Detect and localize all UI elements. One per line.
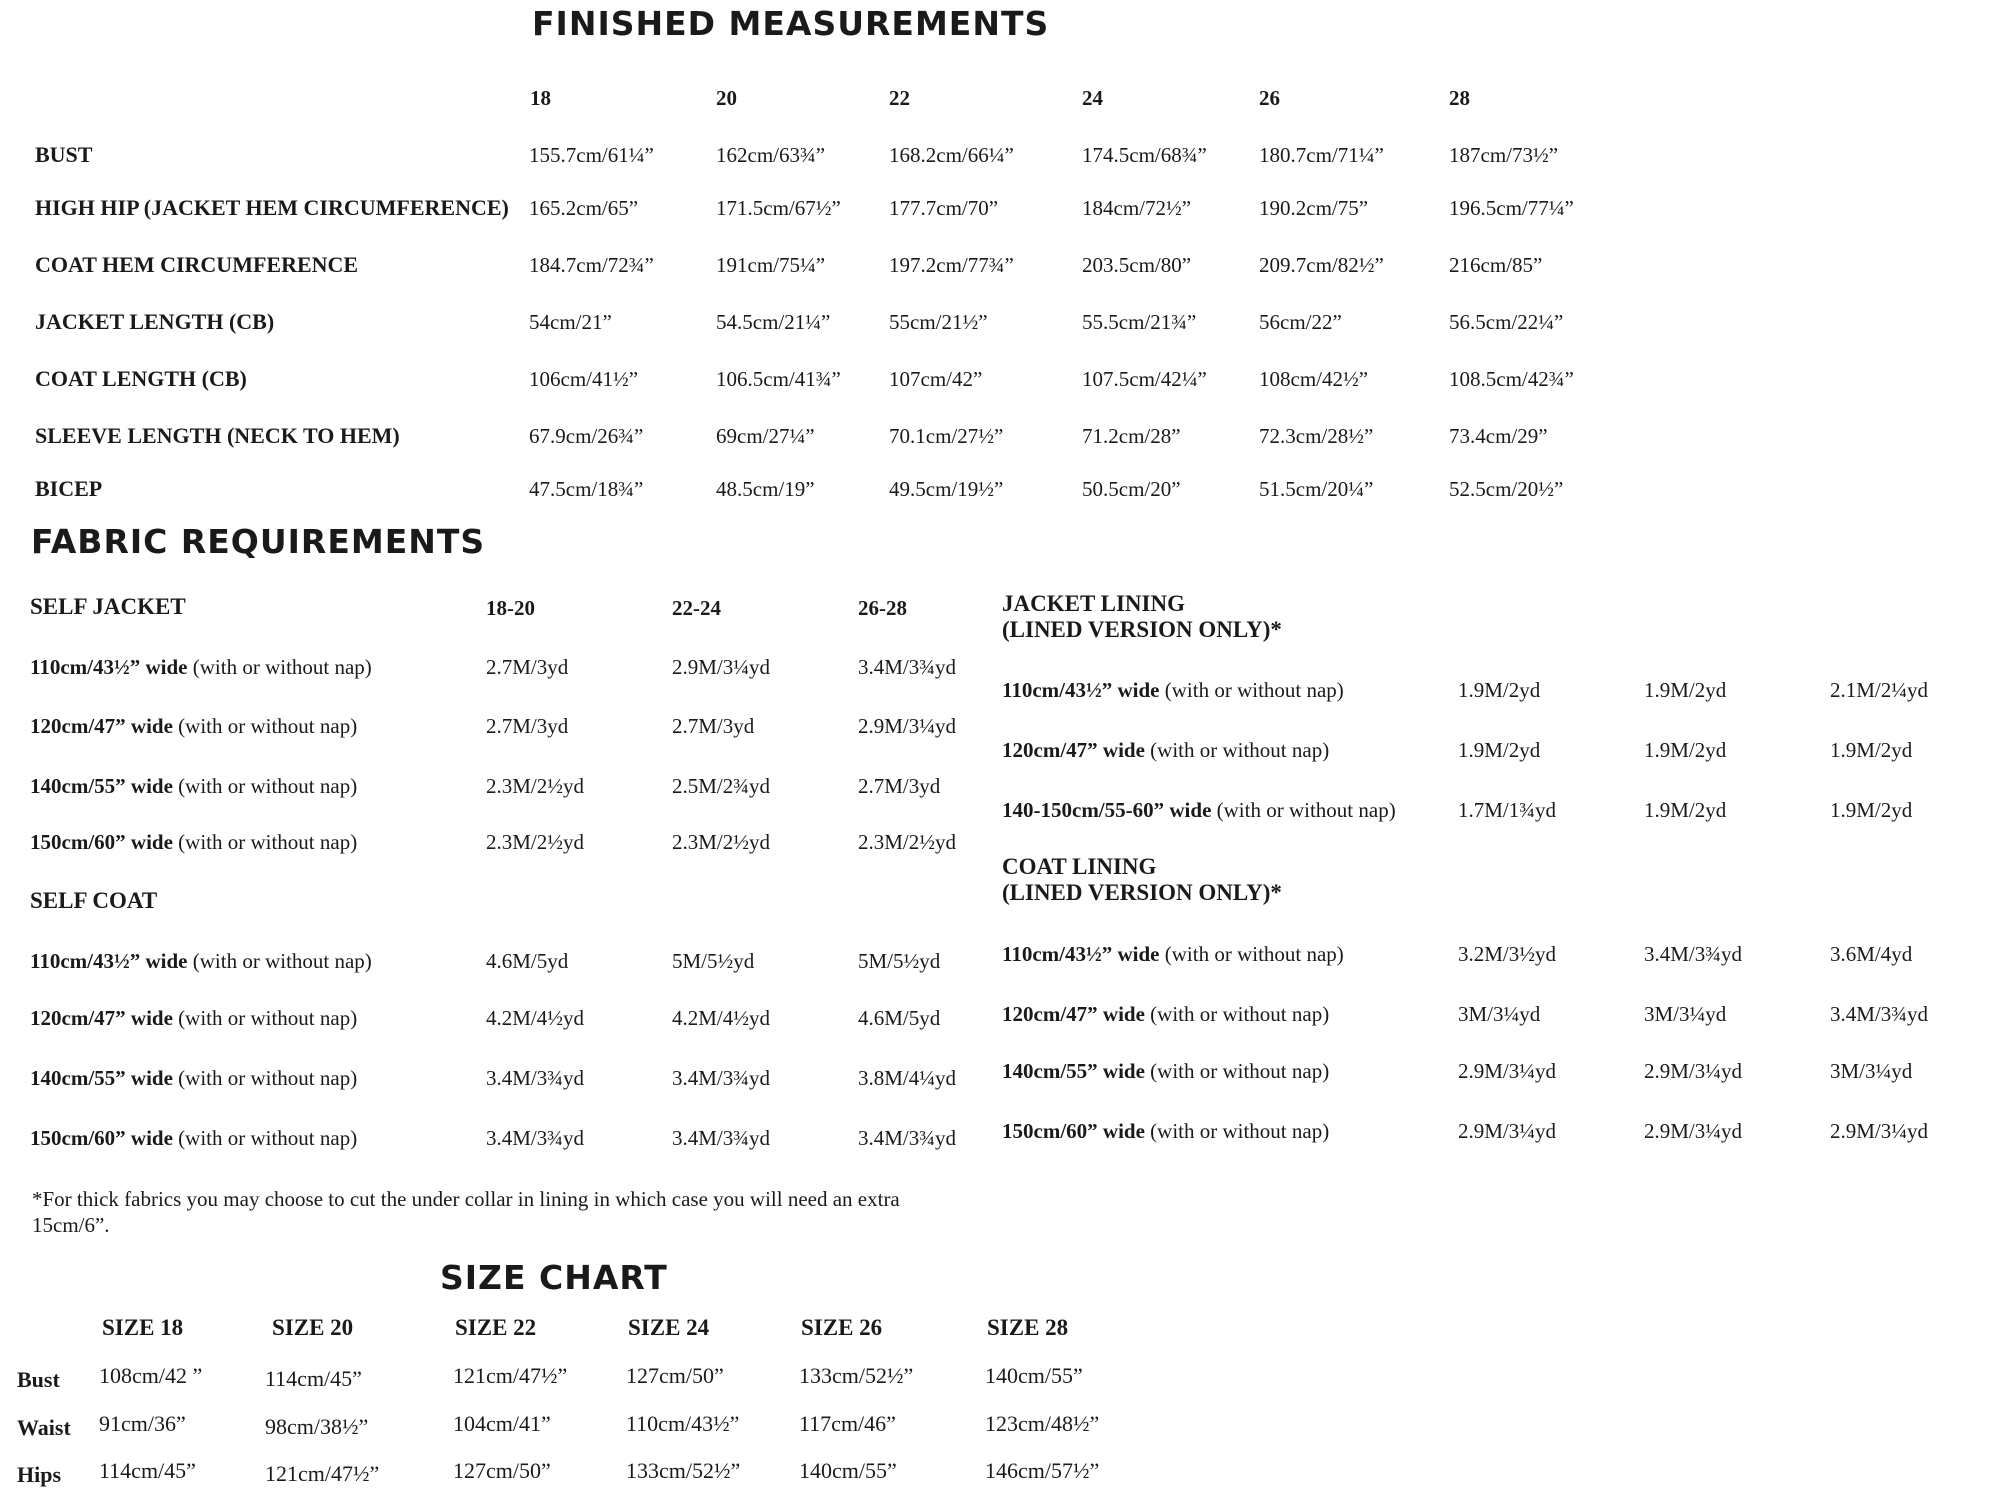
measurement-value: 203.5cm/80” — [1082, 253, 1192, 277]
size-chart-label: Bust — [17, 1367, 60, 1392]
measurement-value: 51.5cm/20¼” — [1259, 477, 1374, 501]
measurement-value: 106.5cm/41¾” — [716, 367, 841, 391]
size-chart-value: 117cm/46” — [799, 1411, 896, 1436]
measurement-value: 177.7cm/70” — [889, 196, 999, 220]
fabric-amount: 3.4M/3¾yd — [1830, 1002, 1929, 1026]
size-chart-value: 114cm/45” — [265, 1366, 362, 1391]
measurement-value: 47.5cm/18¾” — [529, 477, 644, 501]
fabric-width-label: 140-150cm/55-60” wide (with or without nap) — [1002, 798, 1396, 822]
measurement-value: 190.2cm/75” — [1259, 196, 1369, 220]
fabric-width-label: 140cm/55” wide (with or without nap) — [1002, 1059, 1330, 1083]
size-range-header: 26-28 — [858, 596, 907, 620]
fabric-amount: 2.7M/3yd — [486, 714, 569, 738]
fabric-amount: 3.6M/4yd — [1830, 942, 1913, 966]
fabric-amount: 4.2M/4½yd — [672, 1006, 771, 1030]
footnote-line: *For thick fabrics you may choose to cut the under collar in lining in which case you will need an extra — [32, 1187, 900, 1211]
fabric-amount: 1.9M/2yd — [1458, 678, 1541, 702]
self-jacket-title: SELF JACKET — [30, 594, 186, 619]
fabric-amount: 2.3M/2½yd — [672, 830, 771, 854]
size-chart-value: 104cm/41” — [453, 1411, 551, 1436]
measurement-value: 108cm/42½” — [1259, 367, 1369, 391]
measurement-label: BUST — [35, 142, 93, 167]
fabric-width-label: 110cm/43½” wide (with or without nap) — [1002, 942, 1344, 966]
measurement-value: 107cm/42” — [889, 367, 983, 391]
size-chart-value: 127cm/50” — [453, 1458, 551, 1483]
measurement-value: 196.5cm/77¼” — [1449, 196, 1574, 220]
measurement-value: 171.5cm/67½” — [716, 196, 841, 220]
size-chart-value: 123cm/48½” — [985, 1411, 1100, 1436]
measurement-label: BICEP — [35, 476, 103, 501]
size-chart-value: 146cm/57½” — [985, 1458, 1100, 1483]
fabric-amount: 2.3M/2½yd — [486, 830, 585, 854]
size-chart-header: SIZE 26 — [801, 1315, 883, 1340]
finished-size-header: 22 — [889, 86, 910, 110]
measurement-value: 56cm/22” — [1259, 310, 1342, 334]
size-chart-value: 98cm/38½” — [265, 1414, 369, 1439]
fabric-width-label: 110cm/43½” wide (with or without nap) — [1002, 678, 1344, 702]
size-range-header: 22-24 — [672, 596, 721, 620]
fabric-amount: 5M/5½yd — [858, 949, 941, 973]
size-chart-header: SIZE 18 — [102, 1315, 184, 1340]
measurement-label: JACKET LENGTH (CB) — [35, 309, 275, 334]
size-chart-value: 114cm/45” — [99, 1458, 196, 1483]
fabric-amount: 3M/3¼yd — [1830, 1059, 1913, 1083]
fabric-amount: 2.7M/3yd — [858, 774, 941, 798]
measurement-label: SLEEVE LENGTH (NECK TO HEM) — [35, 423, 400, 448]
fabric-requirements-title: FABRIC REQUIREMENTS — [31, 522, 486, 561]
fabric-amount: 3.4M/3¾yd — [672, 1066, 771, 1090]
measurement-value: 69cm/27¼” — [716, 424, 815, 448]
fabric-width-label: 150cm/60” wide (with or without nap) — [30, 1126, 358, 1150]
measurement-value: 187cm/73½” — [1449, 143, 1559, 167]
finished-size-header: 24 — [1082, 86, 1103, 110]
measurement-value: 56.5cm/22¼” — [1449, 310, 1564, 334]
measurement-value: 191cm/75¼” — [716, 253, 826, 277]
measurement-value: 106cm/41½” — [529, 367, 639, 391]
finished-size-header: 20 — [716, 86, 737, 110]
coat-lining-title: COAT LINING — [1002, 854, 1157, 879]
measurement-value: 162cm/63¾” — [716, 143, 826, 167]
measurement-value: 49.5cm/19½” — [889, 477, 1004, 501]
finished-size-header: 26 — [1259, 86, 1280, 110]
fabric-amount: 2.3M/2½yd — [486, 774, 585, 798]
measurement-value: 197.2cm/77¾” — [889, 253, 1014, 277]
fabric-amount: 4.2M/4½yd — [486, 1006, 585, 1030]
fabric-amount: 1.9M/2yd — [1644, 798, 1727, 822]
fabric-amount: 2.5M/2¾yd — [672, 774, 771, 798]
fabric-amount: 3.2M/3½yd — [1458, 942, 1557, 966]
fabric-amount: 2.7M/3yd — [486, 655, 569, 679]
size-chart-value: 121cm/47½” — [265, 1461, 380, 1486]
measurement-value: 54cm/21” — [529, 310, 612, 334]
measurement-value: 184cm/72½” — [1082, 196, 1192, 220]
size-chart-value: 91cm/36” — [99, 1411, 186, 1436]
size-range-header: 18-20 — [486, 596, 535, 620]
fabric-amount: 2.9M/3¼yd — [858, 714, 957, 738]
fabric-amount: 1.9M/2yd — [1644, 738, 1727, 762]
measurement-value: 50.5cm/20” — [1082, 477, 1181, 501]
measurement-value: 184.7cm/72¾” — [529, 253, 654, 277]
fabric-width-label: 110cm/43½” wide (with or without nap) — [30, 655, 372, 679]
measurement-value: 180.7cm/71¼” — [1259, 143, 1384, 167]
size-chart-value: 140cm/55” — [985, 1363, 1083, 1388]
size-chart-label: Waist — [17, 1415, 71, 1440]
measurement-value: 168.2cm/66¼” — [889, 143, 1014, 167]
fabric-amount: 2.7M/3yd — [672, 714, 755, 738]
finished-measurements-title: FINISHED MEASUREMENTS — [532, 4, 1050, 43]
fabric-amount: 2.9M/3¼yd — [1644, 1059, 1743, 1083]
size-chart-value: 133cm/52½” — [626, 1458, 741, 1483]
jacket-lining-title: JACKET LINING — [1002, 591, 1185, 616]
fabric-width-label: 120cm/47” wide (with or without nap) — [30, 714, 358, 738]
fabric-width-label: 120cm/47” wide (with or without nap) — [30, 1006, 358, 1030]
fabric-width-label: 140cm/55” wide (with or without nap) — [30, 774, 358, 798]
measurement-value: 70.1cm/27½” — [889, 424, 1004, 448]
self-coat-title: SELF COAT — [30, 888, 158, 913]
fabric-width-label: 120cm/47” wide (with or without nap) — [1002, 1002, 1330, 1026]
fabric-width-label: 110cm/43½” wide (with or without nap) — [30, 949, 372, 973]
fabric-amount: 1.9M/2yd — [1830, 798, 1913, 822]
fabric-amount: 2.9M/3¼yd — [1458, 1119, 1557, 1143]
measurement-label: COAT HEM CIRCUMFERENCE — [35, 252, 359, 277]
size-chart-title: SIZE CHART — [440, 1258, 668, 1297]
measurement-value: 174.5cm/68¾” — [1082, 143, 1207, 167]
measurement-value: 54.5cm/21¼” — [716, 310, 831, 334]
coat-lining-subtitle: (LINED VERSION ONLY)* — [1002, 880, 1282, 905]
size-chart-value: 140cm/55” — [799, 1458, 897, 1483]
fabric-amount: 3.4M/3¾yd — [486, 1066, 585, 1090]
measurement-value: 55cm/21½” — [889, 310, 988, 334]
measurement-value: 67.9cm/26¾” — [529, 424, 644, 448]
fabric-width-label: 150cm/60” wide (with or without nap) — [1002, 1119, 1330, 1143]
measurement-value: 155.7cm/61¼” — [529, 143, 654, 167]
fabric-amount: 4.6M/5yd — [858, 1006, 941, 1030]
size-chart-value: 127cm/50” — [626, 1363, 724, 1388]
fabric-amount: 5M/5½yd — [672, 949, 755, 973]
fabric-amount: 1.7M/1¾yd — [1458, 798, 1557, 822]
size-chart-header: SIZE 24 — [628, 1315, 710, 1340]
measurement-value: 52.5cm/20½” — [1449, 477, 1564, 501]
measurement-label: HIGH HIP (JACKET HEM CIRCUMFERENCE) — [35, 195, 509, 220]
size-chart-value: 110cm/43½” — [626, 1411, 740, 1436]
fabric-amount: 3.4M/3¾yd — [672, 1126, 771, 1150]
size-chart-value: 108cm/42 ” — [99, 1363, 203, 1388]
fabric-width-label: 150cm/60” wide (with or without nap) — [30, 830, 358, 854]
fabric-amount: 2.1M/2¼yd — [1830, 678, 1929, 702]
measurement-value: 55.5cm/21¾” — [1082, 310, 1197, 334]
footnote-line: 15cm/6”. — [32, 1213, 110, 1237]
fabric-amount: 2.3M/2½yd — [858, 830, 957, 854]
size-chart-header: SIZE 28 — [987, 1315, 1069, 1340]
measurement-value: 108.5cm/42¾” — [1449, 367, 1574, 391]
measurement-label: COAT LENGTH (CB) — [35, 366, 247, 391]
fabric-amount: 3.4M/3¾yd — [858, 655, 957, 679]
fabric-amount: 2.9M/3¼yd — [1458, 1059, 1557, 1083]
fabric-width-label: 120cm/47” wide (with or without nap) — [1002, 738, 1330, 762]
fabric-amount: 3.4M/3¾yd — [486, 1126, 585, 1150]
size-chart-header: SIZE 20 — [272, 1315, 354, 1340]
size-chart-value: 121cm/47½” — [453, 1363, 568, 1388]
fabric-amount: 1.9M/2yd — [1644, 678, 1727, 702]
measurement-value: 73.4cm/29” — [1449, 424, 1548, 448]
fabric-amount: 3.4M/3¾yd — [1644, 942, 1743, 966]
fabric-amount: 2.9M/3¼yd — [1644, 1119, 1743, 1143]
fabric-amount: 1.9M/2yd — [1458, 738, 1541, 762]
fabric-amount: 2.9M/3¼yd — [1830, 1119, 1929, 1143]
fabric-amount: 3.8M/4¼yd — [858, 1066, 957, 1090]
measurement-value: 48.5cm/19” — [716, 477, 815, 501]
fabric-amount: 3M/3¼yd — [1458, 1002, 1541, 1026]
fabric-amount: 4.6M/5yd — [486, 949, 569, 973]
fabric-amount: 3.4M/3¾yd — [858, 1126, 957, 1150]
measurement-value: 71.2cm/28” — [1082, 424, 1181, 448]
size-chart-header: SIZE 22 — [455, 1315, 537, 1340]
fabric-width-label: 140cm/55” wide (with or without nap) — [30, 1066, 358, 1090]
size-chart-value: 133cm/52½” — [799, 1363, 914, 1388]
fabric-amount: 1.9M/2yd — [1830, 738, 1913, 762]
size-chart-label: Hips — [17, 1462, 62, 1487]
fabric-amount: 2.9M/3¼yd — [672, 655, 771, 679]
measurement-value: 72.3cm/28½” — [1259, 424, 1374, 448]
finished-size-header: 28 — [1449, 86, 1470, 110]
fabric-amount: 3M/3¼yd — [1644, 1002, 1727, 1026]
finished-size-header: 18 — [530, 86, 551, 110]
measurement-value: 216cm/85” — [1449, 253, 1543, 277]
measurement-value: 107.5cm/42¼” — [1082, 367, 1207, 391]
measurement-value: 165.2cm/65” — [529, 196, 639, 220]
measurement-value: 209.7cm/82½” — [1259, 253, 1384, 277]
jacket-lining-subtitle: (LINED VERSION ONLY)* — [1002, 617, 1282, 642]
